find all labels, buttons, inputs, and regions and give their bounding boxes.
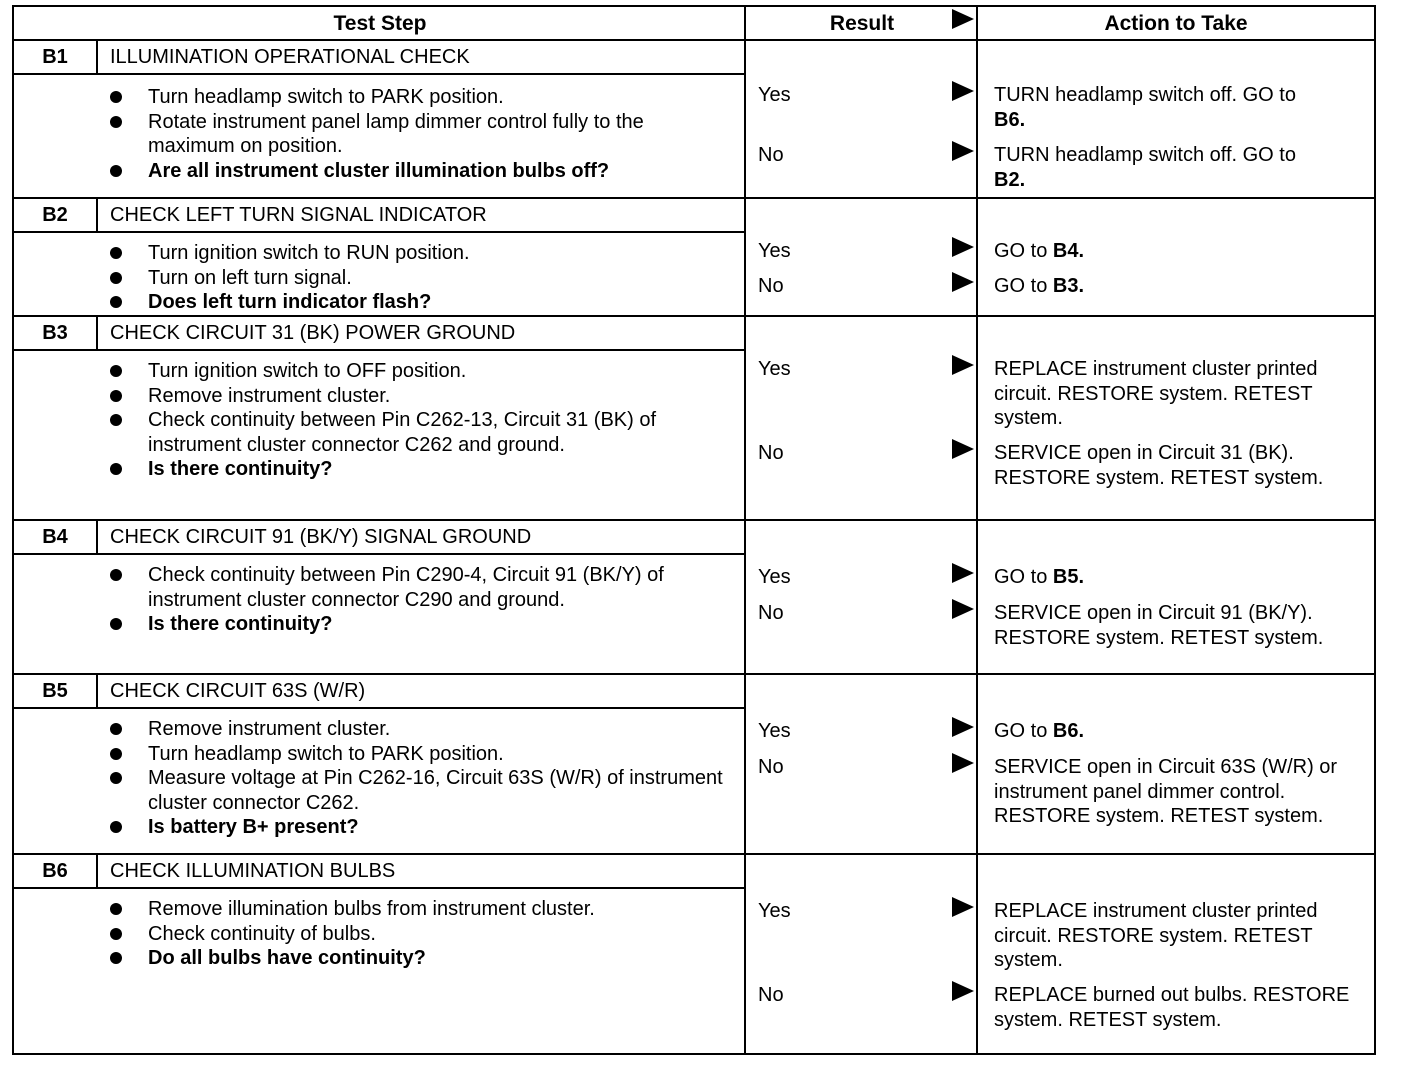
step-title: CHECK LEFT TURN SIGNAL INDICATOR: [98, 199, 746, 233]
step-id: B3: [14, 317, 98, 351]
list-item: Turn ignition switch to RUN position.: [110, 241, 730, 266]
bullet-icon: [110, 928, 122, 940]
action-no: TURN headlamp switch off. GO to B2.: [994, 144, 1296, 191]
step-question: Is there continuity?: [110, 457, 730, 482]
action-no: GO to B3.: [994, 275, 1085, 297]
result-yes: Yes: [758, 720, 791, 742]
arrow-icon: [952, 81, 974, 101]
bullet-icon: [110, 116, 122, 128]
arrow-icon: [952, 717, 974, 737]
list-item: Turn headlamp switch to PARK position.: [110, 85, 730, 110]
step-list: [110, 897, 730, 971]
step-question: Do all bulbs have continuity?: [110, 946, 730, 971]
action-yes: GO to B6.: [994, 720, 1085, 742]
step-question: Is there continuity?: [110, 612, 730, 637]
action-yes: REPLACE instrument cluster printed circuit. RESTORE system. RETEST system.: [994, 900, 1318, 971]
action-no: SERVICE open in Circuit 63S (W/R) or instrument panel dimmer control. RESTORE system. RETEST system.: [994, 756, 1338, 827]
action-no: SERVICE open in Circuit 91 (BK/Y). RESTORE system. RETEST system.: [994, 602, 1324, 649]
arrow-icon: [952, 563, 974, 583]
bullet-icon: [110, 247, 122, 259]
step-question: Is battery B+ present?: [110, 815, 730, 840]
arrow-icon: [952, 141, 974, 161]
bullet-icon: [110, 903, 122, 915]
step-id: B5: [14, 675, 98, 709]
bullet-icon: [110, 618, 122, 630]
step-title: CHECK CIRCUIT 63S (W/R): [98, 675, 746, 709]
arrow-icon: [952, 599, 974, 619]
list-item: Remove illumination bulbs from instrument cluster.: [110, 897, 730, 922]
bullet-icon: [110, 390, 122, 402]
step-list: [110, 241, 730, 315]
step-question: Does left turn indicator flash?: [110, 290, 730, 315]
diagnostic-table: [12, 5, 1376, 1055]
bullet-icon: [110, 414, 122, 426]
list-item: Turn headlamp switch to PARK position.: [110, 742, 730, 767]
result-no: No: [758, 984, 784, 1006]
step-list: [110, 359, 730, 482]
arrow-icon: [952, 981, 974, 1001]
bullet-icon: [110, 272, 122, 284]
header-result: [746, 7, 978, 41]
list-item: Rotate instrument panel lamp dimmer control fully to the maximum on position.: [110, 110, 730, 159]
bullet-icon: [110, 463, 122, 475]
step-id: B6: [14, 855, 98, 889]
action-yes: REPLACE instrument cluster printed circuit. RESTORE system. RETEST system.: [994, 358, 1318, 429]
bullet-icon: [110, 569, 122, 581]
step-title: CHECK ILLUMINATION BULBS: [98, 855, 746, 889]
step-list: [110, 563, 730, 637]
action-no: REPLACE burned out bulbs. RESTORE system. RETEST system.: [994, 984, 1350, 1031]
bullet-icon: [110, 91, 122, 103]
list-item: Remove instrument cluster.: [110, 717, 730, 742]
header-action: Action to Take: [978, 7, 1374, 41]
result-yes: Yes: [758, 84, 791, 106]
result-yes: Yes: [758, 900, 791, 922]
result-no: No: [758, 442, 784, 464]
section-b2: [14, 197, 1374, 315]
result-yes: Yes: [758, 358, 791, 380]
step-list: [110, 717, 730, 840]
step-title: ILLUMINATION OPERATIONAL CHECK: [98, 41, 746, 75]
step-title: CHECK CIRCUIT 31 (BK) POWER GROUND: [98, 317, 746, 351]
arrow-icon: [952, 237, 974, 257]
arrow-icon: [952, 272, 974, 292]
step-id: B1: [14, 41, 98, 75]
list-item: Turn ignition switch to OFF position.: [110, 359, 730, 384]
header-arrow-icon: [952, 9, 974, 29]
arrow-icon: [952, 439, 974, 459]
header-test-step: Test Step: [14, 7, 746, 41]
section-b5: [14, 673, 1374, 853]
section-b1: [14, 41, 1374, 197]
result-yes: Yes: [758, 240, 791, 262]
bullet-icon: [110, 723, 122, 735]
step-id: B2: [14, 199, 98, 233]
header-result-label: Result: [829, 12, 895, 35]
arrow-icon: [952, 753, 974, 773]
list-item: Turn on left turn signal.: [110, 266, 730, 291]
bullet-icon: [110, 296, 122, 308]
action-yes: TURN headlamp switch off. GO to B6.: [994, 84, 1296, 131]
bullet-icon: [110, 952, 122, 964]
bullet-icon: [110, 748, 122, 760]
list-item: Measure voltage at Pin C262-16, Circuit 63S (W/R) of instrument cluster connector C262.: [110, 766, 730, 815]
bullet-icon: [110, 772, 122, 784]
result-yes: Yes: [758, 566, 791, 588]
section-b4: [14, 519, 1374, 673]
list-item: Remove instrument cluster.: [110, 384, 730, 409]
bullet-icon: [110, 165, 122, 177]
arrow-icon: [952, 897, 974, 917]
result-no: No: [758, 144, 784, 166]
bullet-icon: [110, 365, 122, 377]
section-b3: [14, 315, 1374, 519]
step-question: Are all instrument cluster illumination bulbs off?: [110, 159, 730, 184]
list-item: Check continuity of bulbs.: [110, 922, 730, 947]
step-list: [110, 85, 730, 183]
list-item: Check continuity between Pin C262-13, Circuit 31 (BK) of instrument cluster connector C262 and ground.: [110, 408, 730, 457]
result-no: No: [758, 756, 784, 778]
step-id: B4: [14, 521, 98, 555]
step-title: CHECK CIRCUIT 91 (BK/Y) SIGNAL GROUND: [98, 521, 746, 555]
result-no: No: [758, 275, 784, 297]
arrow-icon: [952, 355, 974, 375]
section-b6: [14, 853, 1374, 1053]
action-no: SERVICE open in Circuit 31 (BK). RESTORE system. RETEST system.: [994, 442, 1324, 489]
action-yes: GO to B5.: [994, 566, 1085, 588]
list-item: Check continuity between Pin C290-4, Circuit 91 (BK/Y) of instrument cluster connector C290 and ground.: [110, 563, 730, 612]
action-yes: GO to B4.: [994, 240, 1085, 262]
result-no: No: [758, 602, 784, 624]
bullet-icon: [110, 821, 122, 833]
